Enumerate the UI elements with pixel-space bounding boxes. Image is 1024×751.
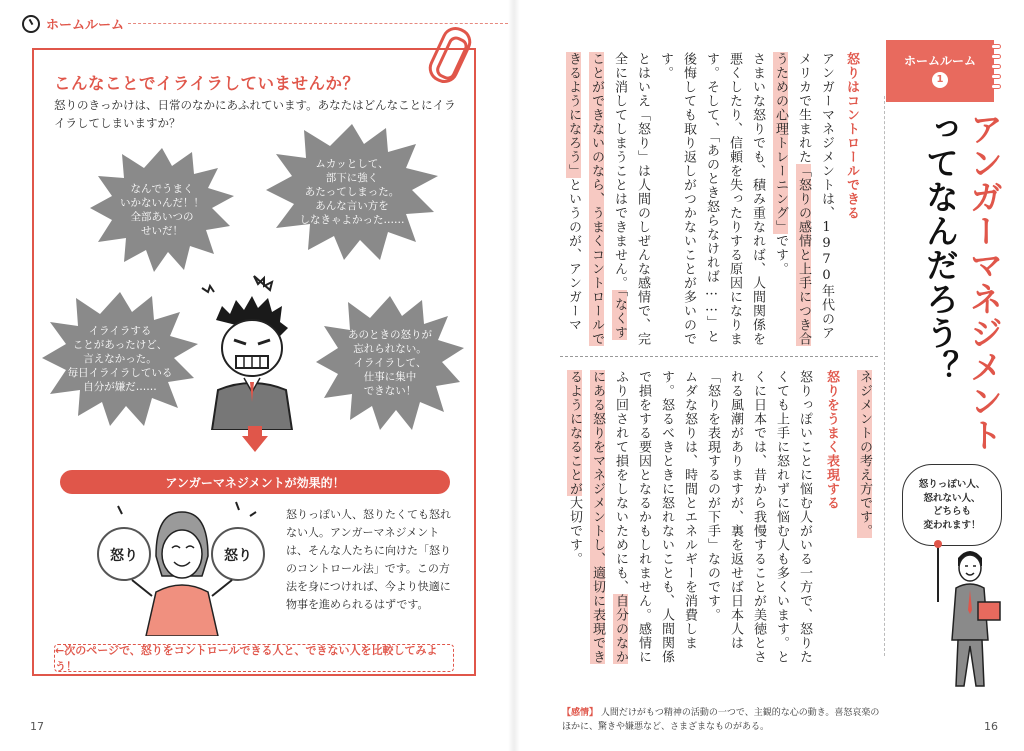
anger-burst-2-text: ムカッとして、 部下に強く あたってしまった。 あんな言い方を しなきゃよかった……	[299, 158, 405, 226]
anger-burst-2	[264, 122, 440, 262]
section1-p2: さまいな怒りでも、積み重なれば、人間関係を悪くしたり、信頼を失ったりする原因になります。そして、「あのとき怒らなければ……」と後悔しても取り返しがつかないことが多いのです。	[658, 52, 765, 346]
chapter-title-line2: ってなんだろう？	[921, 112, 960, 384]
page-number-left: 17	[30, 720, 44, 733]
section2-p1: 怒りっぽいことに悩む人がいる一方で、怒りたくても上手に怒れずに悩む人も多くいます。とくに日本では、昔から我慢することが美徳とされる風潮がありますが、裏を返せば日本人は「怒りを表現するのが下手」なのです。	[705, 370, 812, 664]
binder-ring-icon	[991, 84, 1001, 89]
anger-burst-4	[314, 294, 466, 432]
chapter-title	[896, 112, 1006, 472]
footnote-term: 【感情】	[562, 708, 599, 718]
section2-p2-a: ムダな怒りは、時間とエネルギーを消費します。怒るべきときに怒れないことも、人間関係で損をする要因となるかもしれません。感情にふり回されて損をしないためにも、	[613, 370, 697, 664]
section2-lead-highlight: ネジメントの考え方です。	[857, 370, 872, 538]
teacher-illustration	[928, 540, 1008, 690]
binder-ring-icon	[991, 74, 1001, 79]
next-page-link[interactable]: ←次のページで、怒りをコントロールできる人と、できない人を比較してみよう！	[54, 644, 454, 672]
homeroom-header-label: ホームルーム	[46, 18, 125, 33]
down-arrow-icon	[242, 436, 268, 452]
chapter-title-line1: アンガーマネジメント	[965, 112, 1004, 452]
section2-lead	[852, 370, 876, 670]
binder-ring-icon	[991, 64, 1001, 69]
header-dashed-line	[128, 23, 508, 24]
section-divider	[560, 356, 878, 357]
homeroom-title-block	[886, 40, 994, 102]
speech-bubble: 怒りっぽい人、 怒れない人、 どちらも 変われます！	[902, 464, 1002, 546]
anger-ball-right-text: 怒り	[224, 548, 252, 564]
binder-ring-icon	[991, 44, 1001, 49]
section1-p1-a: アンガーマネジメントは、1970年代のアメリカで生まれた	[796, 52, 834, 340]
column-divider	[884, 96, 885, 656]
anger-ball-left-text: 怒り	[110, 548, 138, 564]
section2-p2-b: 大切です。	[567, 496, 582, 566]
footnote-text: 人間だけがもつ精神の活動の一つで、主観的な心の動き。喜怒哀楽のほかに、驚きや嫌悪など、さまざまなものがある。	[562, 708, 880, 732]
binder-ring-icon	[991, 54, 1001, 59]
glossary-footnote	[562, 706, 882, 734]
section1-body	[564, 52, 838, 348]
section1-heading: 怒りはコントロールできる	[844, 52, 859, 220]
section1-p1-b: です。	[773, 234, 788, 276]
title-block-label: ホームルーム	[903, 54, 976, 68]
section2-heading: 怒りをうまく表現する	[824, 370, 839, 510]
anger-burst-1	[88, 146, 236, 274]
effect-banner: アンガーマネジメントが効果的！	[60, 470, 450, 494]
homeroom-header	[22, 14, 124, 33]
section1-p3-a: とはいえ「怒り」は人間のしぜんな感情で、完全に消してしまうことはできません。	[612, 52, 650, 346]
card-title: こんなことでイライラしていませんか？	[54, 74, 360, 93]
anger-burst-4-text: あのときの怒りが 忘れられない。 イライラして、 仕事に集中 できない！	[348, 329, 432, 397]
clock-icon	[22, 15, 40, 33]
title-block-number: 1	[932, 72, 948, 88]
section2-body	[564, 370, 816, 670]
section1-p3-highlight: 「なくすことができないのなら、うまくコントロールできるようになろう」	[566, 52, 627, 346]
anger-burst-3-text: イライラする ことがあったけど、 言えなかった。 毎日イライラしている 自分が嫌だ……	[67, 325, 173, 393]
angry-man-illustration	[192, 270, 312, 430]
page-number-right: 16	[984, 720, 998, 733]
section1-p3-b: というのが、アンガーマ	[566, 178, 581, 332]
effect-description: 怒りっぽい人、怒りたくても怒れない人。アンガーマネジメントは、そんな人たちに向けた「怒りのコントロール法」です。この方法を身につければ、今より快適に物事を進められるはずです。	[286, 508, 451, 611]
card-lead: 怒りのきっかけは、日常のなかにあふれています。あなたはどんなことにイライラしてしまいますか？	[54, 98, 456, 130]
happy-woman-illustration	[86, 496, 276, 636]
anger-burst-3	[40, 290, 200, 428]
section2-p2-highlight: 自分のなかにある怒りをマネジメントし、適切に表現できるようになることが	[567, 370, 628, 664]
section1-p1-highlight: 「怒りの感情と上手につき合うための心理トレーニング」	[773, 52, 811, 346]
anger-burst-1-text: なんでうまく いかないんだ！！ 全部あいつの せいだ！	[120, 183, 204, 237]
